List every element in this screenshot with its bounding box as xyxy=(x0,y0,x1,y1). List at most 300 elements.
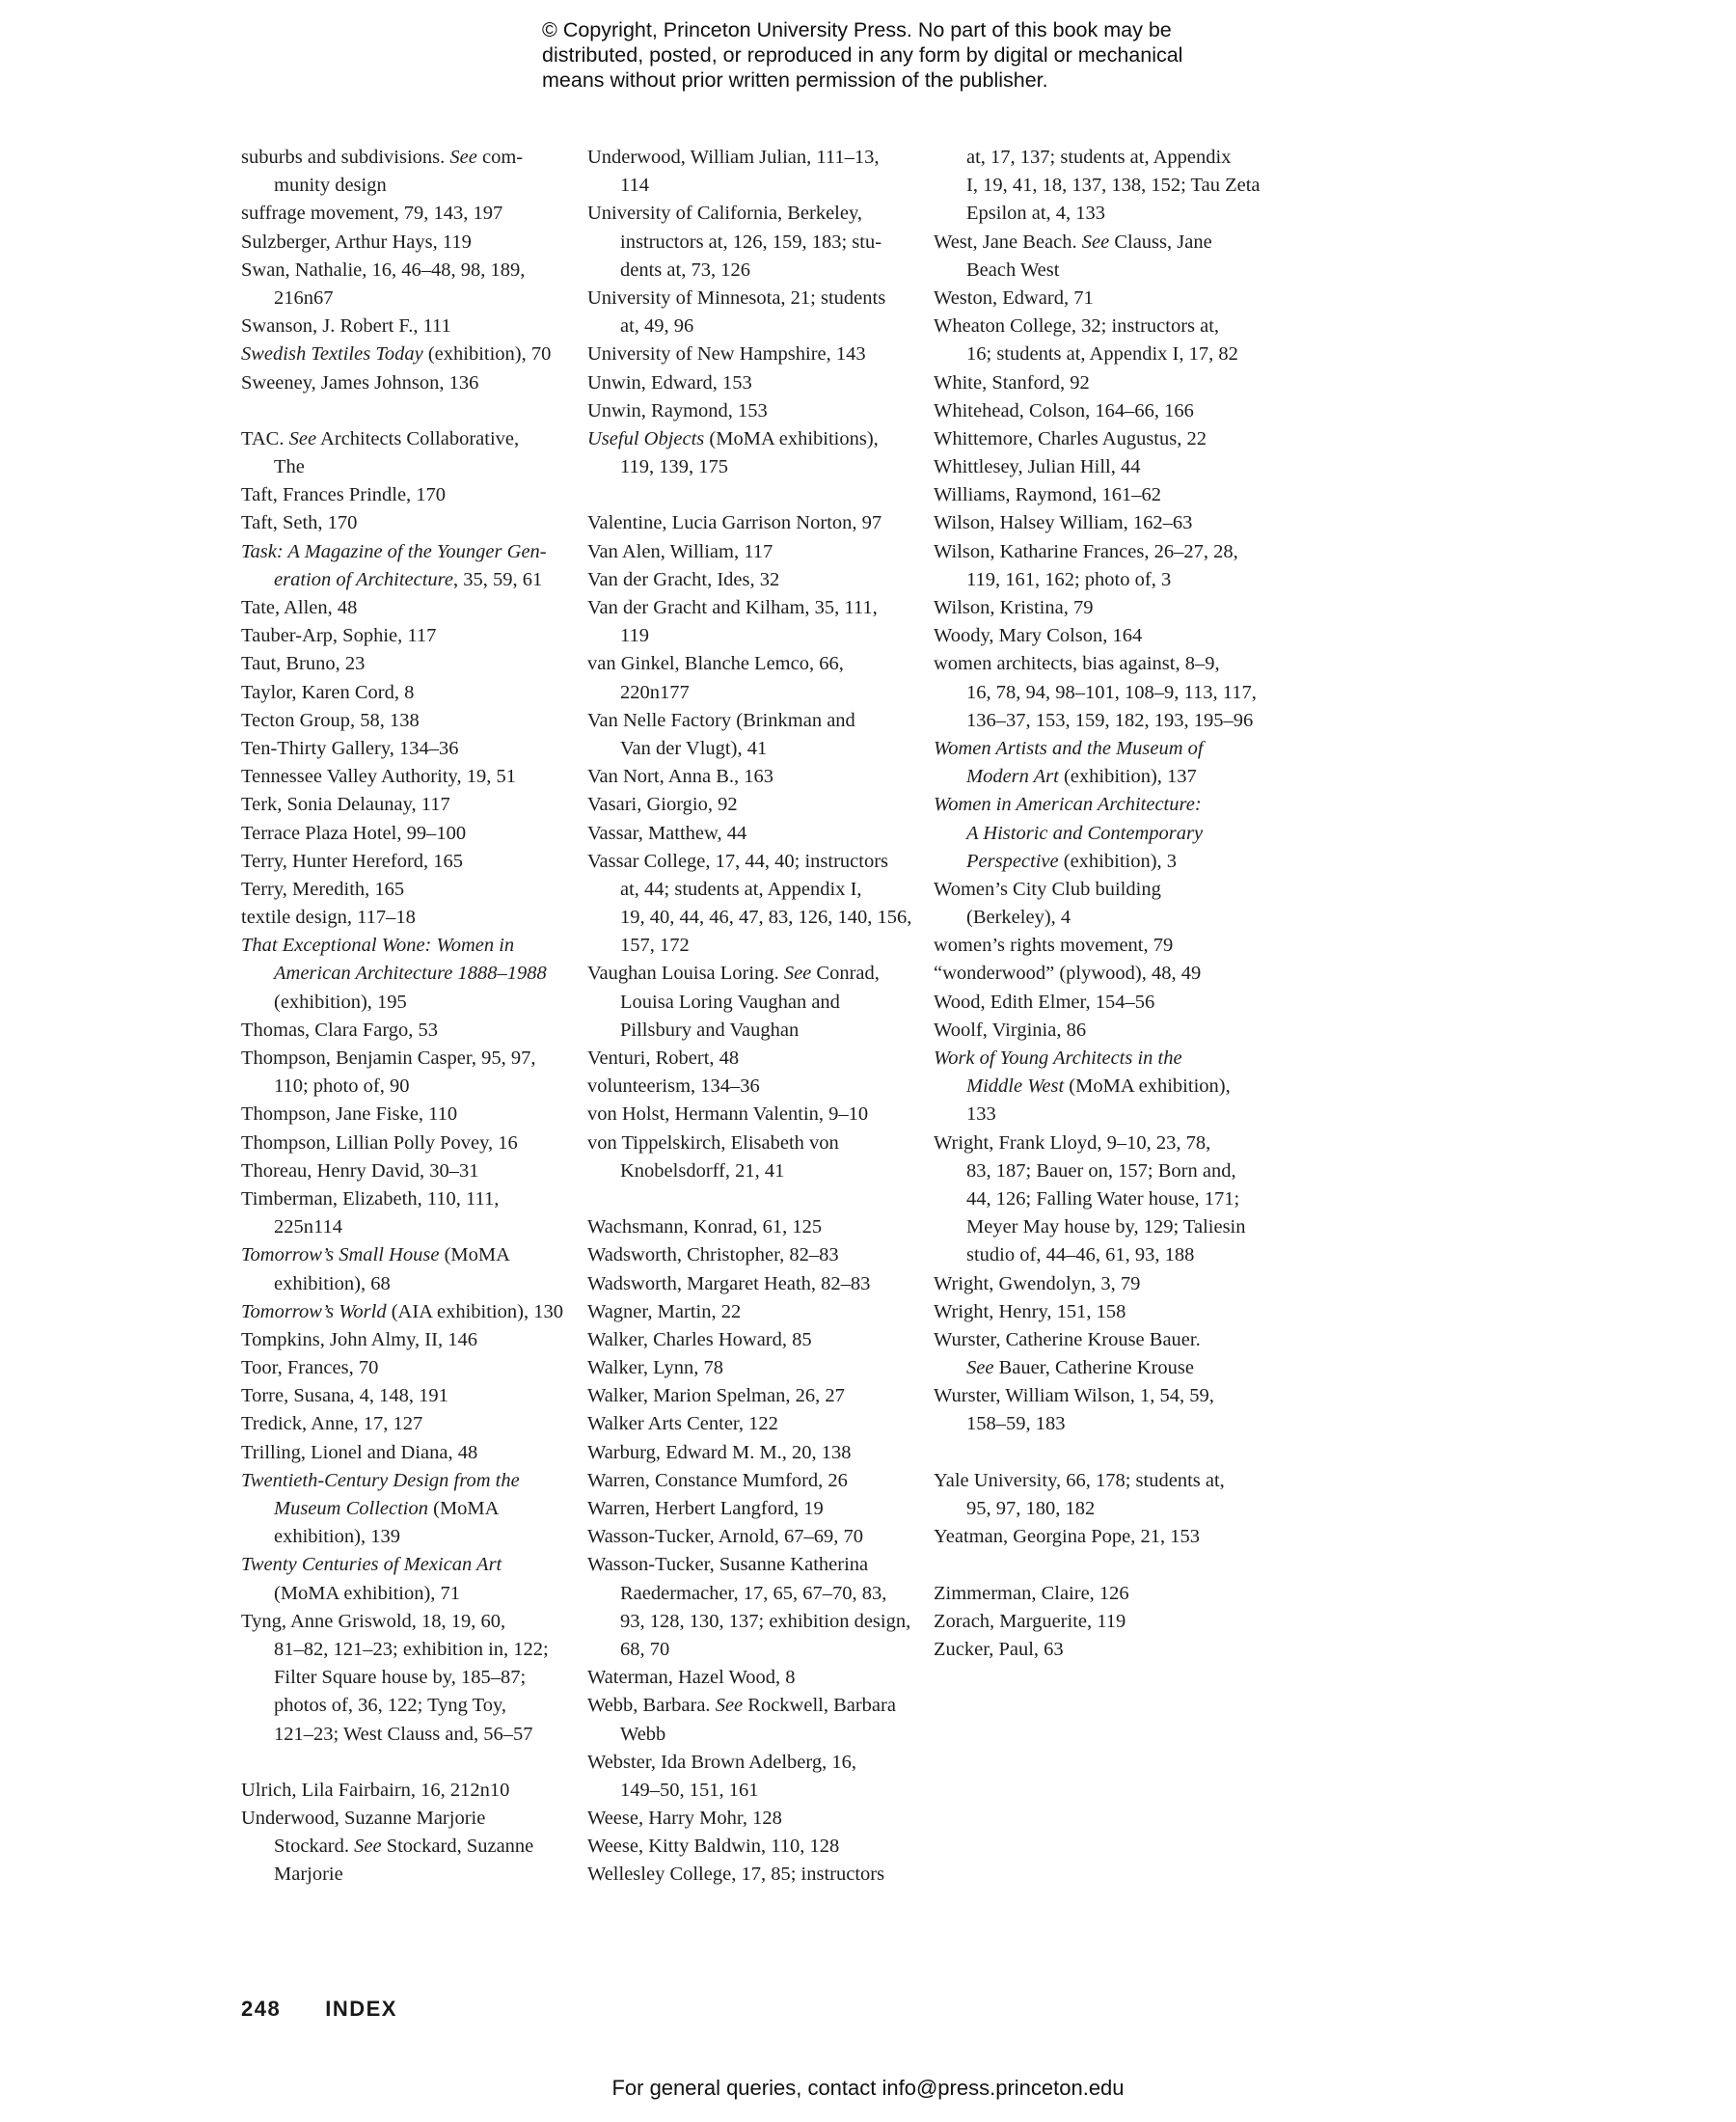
index-entry-continuation xyxy=(587,622,920,650)
index-column-1 xyxy=(241,144,574,1890)
index-text: (MoMA exhibitions), xyxy=(704,427,879,449)
index-text: Tompkins, John Almy, II, 146 xyxy=(241,1328,477,1350)
index-entry xyxy=(934,876,1266,904)
index-text: Vasari, Giorgio, 92 xyxy=(587,794,738,816)
index-entry xyxy=(934,1129,1266,1157)
index-text-italic: Work of Young Architects in the xyxy=(934,1047,1182,1069)
index-entry xyxy=(241,1045,574,1073)
index-text: Walker, Marion Spelman, 26, 27 xyxy=(587,1385,845,1407)
index-text: Wright, Gwendolyn, 3, 79 xyxy=(934,1272,1141,1294)
index-entry xyxy=(587,425,920,453)
index-text: 149–50, 151, 161 xyxy=(620,1779,759,1801)
index-entry xyxy=(241,707,574,735)
index-text-italic: See xyxy=(1081,231,1110,253)
index-entry-continuation xyxy=(241,1495,574,1523)
index-text: Wellesley College, 17, 85; instructors xyxy=(587,1864,885,1886)
index-entry xyxy=(241,1805,574,1833)
index-text: suffrage movement, 79, 143, 197 xyxy=(241,203,503,225)
index-text: West, Jane Beach. xyxy=(934,231,1082,253)
index-entry xyxy=(241,622,574,650)
index-entry xyxy=(934,960,1266,988)
index-entry xyxy=(934,1017,1266,1045)
index-entry xyxy=(241,679,574,707)
index-text-italic: That Exceptional Wone: Women in xyxy=(241,935,515,957)
index-entry xyxy=(587,960,920,988)
index-text: 16, 78, 94, 98–101, 108–9, 113, 117, xyxy=(966,681,1257,703)
index-text: Woody, Mary Colson, 164 xyxy=(934,625,1143,647)
index-text: Williams, Raymond, 161–62 xyxy=(934,484,1162,506)
index-entry-continuation xyxy=(587,735,920,763)
index-text: Vaughan Louisa Loring. xyxy=(587,963,784,985)
index-text: Wadsworth, Margaret Heath, 82–83 xyxy=(587,1272,871,1294)
index-entry-continuation xyxy=(587,1636,920,1664)
index-entry xyxy=(241,144,574,172)
index-entry xyxy=(241,820,574,848)
index-entry xyxy=(587,1101,920,1129)
index-entry xyxy=(241,1326,574,1354)
index-text: Rockwell, Barbara xyxy=(743,1695,896,1717)
index-entry-continuation xyxy=(241,1580,574,1608)
index-entry-continuation xyxy=(934,1157,1266,1185)
index-entry xyxy=(587,1326,920,1354)
index-text: Taft, Seth, 170 xyxy=(241,512,358,534)
index-entry-continuation xyxy=(934,1241,1266,1269)
index-entry xyxy=(934,1523,1266,1551)
index-entry xyxy=(934,285,1266,313)
index-entry-continuation xyxy=(241,566,574,594)
index-text: Thomas, Clara Fargo, 53 xyxy=(241,1019,439,1041)
index-text: Thompson, Benjamin Casper, 95, 97, xyxy=(241,1047,536,1069)
index-text: Vassar, Matthew, 44 xyxy=(587,822,747,844)
index-text: Wilson, Kristina, 79 xyxy=(934,597,1094,618)
index-entry xyxy=(934,650,1266,678)
index-entry-continuation xyxy=(587,904,920,932)
index-entry xyxy=(241,1157,574,1185)
index-text: 136–37, 153, 159, 182, 193, 195–96 xyxy=(966,709,1254,731)
index-entry xyxy=(587,1382,920,1410)
index-entry-continuation xyxy=(934,904,1266,932)
index-entry xyxy=(934,989,1266,1017)
index-entry xyxy=(934,1608,1266,1636)
index-text: , 35, 59, 61 xyxy=(452,568,543,590)
index-entry xyxy=(934,369,1266,397)
copyright-line: © Copyright, Princeton University Press. No part of this book may be xyxy=(542,18,1172,41)
index-entry-continuation xyxy=(934,1354,1266,1382)
contact-footer: For general queries, contact info@press.princeton.edu xyxy=(611,2076,1125,2100)
index-entry xyxy=(934,1045,1266,1073)
index-entry xyxy=(241,481,574,509)
index-text: photos of, 36, 122; Tyng Toy, xyxy=(274,1695,507,1717)
section-title: INDEX xyxy=(325,1997,397,2021)
index-text: Taut, Bruno, 23 xyxy=(241,653,366,675)
index-entry xyxy=(241,904,574,932)
index-text: Stockard, Suzanne xyxy=(381,1836,534,1858)
index-text: 81–82, 121–23; exhibition in, 122; xyxy=(274,1638,549,1660)
index-text: Taft, Frances Prindle, 170 xyxy=(241,484,447,506)
index-text: Sweeney, James Johnson, 136 xyxy=(241,371,479,394)
index-entry xyxy=(587,144,920,172)
index-text: 16; students at, Appendix I, 17, 82 xyxy=(966,343,1238,366)
copyright-notice xyxy=(542,17,1275,93)
index-text: Ulrich, Lila Fairbairn, 16, 212n10 xyxy=(241,1779,510,1801)
index-entry xyxy=(934,1382,1266,1410)
index-text-italic: Tomorrow’s Small House xyxy=(241,1244,440,1266)
index-entry xyxy=(934,481,1266,509)
index-entry-continuation xyxy=(587,679,920,707)
index-entry-continuation xyxy=(934,1101,1266,1129)
index-entry xyxy=(241,1101,574,1129)
index-text: Van Nelle Factory (Brinkman and xyxy=(587,709,855,731)
index-text: Tennessee Valley Authority, 19, 51 xyxy=(241,766,516,788)
index-entry xyxy=(934,791,1266,819)
index-text: textile design, 117–18 xyxy=(241,907,416,929)
index-text-italic: Museum Collection xyxy=(274,1498,428,1519)
index-text: Swanson, J. Robert F., 111 xyxy=(241,315,451,338)
index-text-italic: See xyxy=(449,147,477,168)
index-entry xyxy=(934,453,1266,481)
index-entry-continuation xyxy=(587,453,920,481)
index-entry xyxy=(587,1298,920,1326)
index-text: 225n114 xyxy=(274,1216,342,1238)
index-text: Unwin, Raymond, 153 xyxy=(587,399,768,422)
index-entry xyxy=(241,1551,574,1579)
index-entry xyxy=(587,791,920,819)
running-footer xyxy=(241,1997,397,2022)
index-entry xyxy=(241,257,574,285)
index-text-italic: See xyxy=(288,427,317,449)
index-entry xyxy=(241,538,574,566)
index-entry xyxy=(587,1664,920,1692)
index-text: 93, 128, 130, 137; exhibition design, xyxy=(620,1610,911,1632)
index-text: Taylor, Karen Cord, 8 xyxy=(241,681,415,703)
index-text: 133 xyxy=(966,1103,996,1126)
index-entry xyxy=(587,340,920,368)
index-text: 19, 40, 44, 46, 47, 83, 126, 140, 156, xyxy=(620,907,912,929)
index-text: White, Stanford, 92 xyxy=(934,371,1090,394)
index-text: Terk, Sonia Delaunay, 117 xyxy=(241,794,450,816)
index-text: Tate, Allen, 48 xyxy=(241,597,358,618)
index-text: Raedermacher, 17, 65, 67–70, 83, xyxy=(620,1582,887,1604)
index-entry xyxy=(241,1129,574,1157)
index-entry xyxy=(587,848,920,876)
index-entry xyxy=(587,1523,920,1551)
index-text: (exhibition), 3 xyxy=(1058,850,1178,872)
index-text-italic: Middle West xyxy=(966,1075,1065,1098)
index-entry xyxy=(587,285,920,313)
index-entry-continuation xyxy=(934,707,1266,735)
index-text: Walker, Lynn, 78 xyxy=(587,1357,723,1379)
index-text: von Tippelskirch, Elisabeth von xyxy=(587,1131,839,1154)
index-entry xyxy=(934,538,1266,566)
index-text: at, 44; students at, Appendix I, xyxy=(620,878,862,900)
index-text: Swan, Nathalie, 16, 46–48, 98, 189, xyxy=(241,258,526,281)
index-text: women architects, bias against, 8–9, xyxy=(934,653,1220,675)
index-entry xyxy=(241,1410,574,1438)
index-entry xyxy=(587,594,920,622)
index-text: Wilson, Katharine Frances, 26–27, 28, xyxy=(934,540,1238,562)
index-entry xyxy=(587,1410,920,1438)
index-column-3 xyxy=(934,144,1266,1664)
index-entry xyxy=(587,1439,920,1467)
index-gap xyxy=(587,481,920,509)
index-text: Valentine, Lucia Garrison Norton, 97 xyxy=(587,512,882,534)
index-entry-continuation xyxy=(587,876,920,904)
index-entry xyxy=(241,369,574,397)
index-entry-continuation xyxy=(241,960,574,988)
index-text: Wurster, William Wilson, 1, 54, 59, xyxy=(934,1385,1214,1407)
index-text: 119, 161, 162; photo of, 3 xyxy=(966,568,1172,590)
index-text: Tyng, Anne Griswold, 18, 19, 60, xyxy=(241,1610,506,1632)
index-entry xyxy=(241,340,574,368)
index-text: Tecton Group, 58, 138 xyxy=(241,709,420,731)
index-entry-continuation xyxy=(587,1017,920,1045)
index-entry-continuation xyxy=(241,1664,574,1692)
index-gap xyxy=(934,1551,1266,1579)
copyright-line: means without prior written permission of the publisher. xyxy=(542,68,1048,92)
index-text: Weese, Kitty Baldwin, 110, 128 xyxy=(587,1836,840,1858)
index-text: (exhibition), 137 xyxy=(1058,766,1197,788)
index-entry xyxy=(587,1241,920,1269)
index-entry xyxy=(587,200,920,228)
page-number: 248 xyxy=(241,1997,282,2021)
index-text: Warren, Herbert Langford, 19 xyxy=(587,1498,824,1519)
index-text: Van der Vlugt), 41 xyxy=(620,737,768,759)
index-entry xyxy=(241,932,574,960)
index-text: 68, 70 xyxy=(620,1638,670,1660)
index-text: com- xyxy=(476,147,524,168)
index-entry-continuation xyxy=(934,1213,1266,1241)
index-text: (MoMA exhibition), xyxy=(1064,1075,1231,1098)
index-gap xyxy=(241,397,574,425)
index-column-2 xyxy=(587,144,920,1890)
index-entry-continuation xyxy=(587,1580,920,1608)
index-entry xyxy=(587,1270,920,1298)
index-text: 95, 97, 180, 182 xyxy=(966,1498,1096,1519)
index-text: (AIA exhibition), 130 xyxy=(386,1300,563,1322)
index-entry-continuation xyxy=(587,229,920,257)
index-entry-continuation xyxy=(241,1073,574,1101)
index-text: Underwood, Suzanne Marjorie xyxy=(241,1808,486,1830)
index-entry-continuation xyxy=(241,989,574,1017)
index-text: Architects Collaborative, xyxy=(316,427,520,449)
index-text: Sulzberger, Arthur Hays, 119 xyxy=(241,231,472,253)
index-text-italic: See xyxy=(354,1836,382,1858)
index-text: Walker Arts Center, 122 xyxy=(587,1413,778,1435)
index-text: Whittlesey, Julian Hill, 44 xyxy=(934,456,1141,478)
index-entry xyxy=(587,1045,920,1073)
index-entry xyxy=(587,1354,920,1382)
index-entry xyxy=(934,622,1266,650)
index-text: 157, 172 xyxy=(620,935,690,957)
index-text: Yeatman, Georgina Pope, 21, 153 xyxy=(934,1526,1200,1548)
index-text: studio of, 44–46, 61, 93, 188 xyxy=(966,1244,1195,1266)
index-text: 121–23; West Clauss and, 56–57 xyxy=(274,1723,533,1745)
index-entry-continuation xyxy=(241,1213,574,1241)
index-text: University of Minnesota, 21; students xyxy=(587,286,886,309)
index-text: (MoMA exhibition), 71 xyxy=(274,1582,461,1604)
index-text: 119 xyxy=(620,625,649,647)
index-entry xyxy=(241,1241,574,1269)
index-text: Toor, Frances, 70 xyxy=(241,1357,379,1379)
index-text-italic: American Architecture 1888–1988 xyxy=(274,963,547,985)
index-text: 44, 126; Falling Water house, 171; xyxy=(966,1187,1240,1210)
index-text-italic: See xyxy=(715,1695,744,1717)
index-text-italic: A Historic and Contemporary xyxy=(966,822,1204,844)
index-text-italic: Useful Objects xyxy=(587,427,705,449)
index-text-italic: See xyxy=(966,1357,994,1379)
index-entry xyxy=(934,1326,1266,1354)
index-entry-continuation xyxy=(934,1073,1266,1101)
index-text: Terry, Hunter Hereford, 165 xyxy=(241,850,464,872)
index-text: Wachsmann, Konrad, 61, 125 xyxy=(587,1216,823,1238)
index-entry-continuation xyxy=(934,144,1266,172)
index-entry xyxy=(587,1467,920,1495)
index-entry-continuation xyxy=(587,932,920,960)
index-entry xyxy=(934,425,1266,453)
index-text: Thompson, Jane Fiske, 110 xyxy=(241,1103,458,1126)
index-entry xyxy=(241,1467,574,1495)
index-text: Zorach, Marguerite, 119 xyxy=(934,1610,1126,1632)
index-text-italic: Twenty Centuries of Mexican Art xyxy=(241,1554,502,1576)
index-text: Pillsbury and Vaughan xyxy=(620,1019,800,1041)
index-text: Timberman, Elizabeth, 110, 111, xyxy=(241,1187,500,1210)
index-entry-continuation xyxy=(241,285,574,313)
index-entry xyxy=(587,1833,920,1861)
index-entry xyxy=(587,397,920,425)
index-entry xyxy=(934,594,1266,622)
index-entry-continuation xyxy=(934,257,1266,285)
index-entry xyxy=(587,1861,920,1889)
index-text: Wright, Frank Lloyd, 9–10, 23, 78, xyxy=(934,1131,1211,1154)
index-text: dents at, 73, 126 xyxy=(620,258,750,281)
index-entry xyxy=(587,369,920,397)
index-text: 216n67 xyxy=(274,286,334,309)
index-entry xyxy=(241,425,574,453)
index-text: Wasson-Tucker, Arnold, 67–69, 70 xyxy=(587,1526,864,1548)
index-text: exhibition), 139 xyxy=(274,1526,400,1548)
index-text: Warburg, Edward M. M., 20, 138 xyxy=(587,1441,852,1463)
index-text-italic: See xyxy=(783,963,812,985)
index-entry xyxy=(934,1270,1266,1298)
index-text: Webb, Barbara. xyxy=(587,1695,716,1717)
index-text-italic: Perspective xyxy=(966,850,1059,872)
index-entry xyxy=(587,1495,920,1523)
index-entry-continuation xyxy=(934,848,1266,876)
index-entry-continuation xyxy=(241,1636,574,1664)
index-entry-continuation xyxy=(241,1721,574,1749)
index-text: at, 17, 137; students at, Appendix xyxy=(966,147,1232,168)
index-entry-continuation xyxy=(934,1495,1266,1523)
index-text: Wadsworth, Christopher, 82–83 xyxy=(587,1244,839,1266)
index-text: Zimmerman, Claire, 126 xyxy=(934,1582,1129,1604)
index-text: (exhibition), 70 xyxy=(422,343,552,366)
index-entry xyxy=(587,820,920,848)
index-text: Torre, Susana, 4, 148, 191 xyxy=(241,1385,448,1407)
index-entry xyxy=(587,1692,920,1720)
index-entry xyxy=(241,1777,574,1805)
index-entry xyxy=(587,707,920,735)
index-entry xyxy=(934,1467,1266,1495)
index-text: Marjorie xyxy=(274,1864,343,1886)
index-entry xyxy=(241,313,574,340)
index-text: 220n177 xyxy=(620,681,690,703)
index-entry-continuation xyxy=(587,1777,920,1805)
index-text: Filter Square house by, 185–87; xyxy=(274,1667,527,1689)
index-text: Tredick, Anne, 17, 127 xyxy=(241,1413,423,1435)
index-text: (Berkeley), 4 xyxy=(966,907,1071,929)
index-entry xyxy=(934,509,1266,537)
index-text: van Ginkel, Blanche Lemco, 66, xyxy=(587,653,844,675)
index-text: Vassar College, 17, 44, 40; instructors xyxy=(587,850,889,872)
index-text: Louisa Loring Vaughan and xyxy=(620,991,840,1013)
index-entry xyxy=(934,932,1266,960)
index-text: Walker, Charles Howard, 85 xyxy=(587,1328,812,1350)
index-text: University of New Hampshire, 143 xyxy=(587,343,866,366)
index-text: Van der Gracht, Ides, 32 xyxy=(587,568,780,590)
index-entry xyxy=(241,594,574,622)
index-entry xyxy=(587,509,920,537)
index-entry xyxy=(587,763,920,791)
index-entry xyxy=(934,313,1266,340)
index-text: I, 19, 41, 18, 137, 138, 152; Tau Zeta xyxy=(966,175,1261,197)
index-text-italic: Twentieth-Century Design from the xyxy=(241,1469,520,1491)
index-entry-continuation xyxy=(241,1861,574,1889)
index-text: Whittemore, Charles Augustus, 22 xyxy=(934,427,1207,449)
index-entry xyxy=(934,229,1266,257)
index-text: 110; photo of, 90 xyxy=(274,1075,410,1098)
index-entry xyxy=(241,1439,574,1467)
index-text: Terrace Plaza Hotel, 99–100 xyxy=(241,822,467,844)
index-text-italic: Women Artists and the Museum of xyxy=(934,737,1204,759)
copyright-line: distributed, posted, or reproduced in any form by digital or mechanical xyxy=(542,43,1183,67)
index-text: Whitehead, Colson, 164–66, 166 xyxy=(934,399,1194,422)
index-entry-continuation xyxy=(934,679,1266,707)
index-text: Ten-Thirty Gallery, 134–36 xyxy=(241,737,459,759)
index-entry-continuation xyxy=(241,1270,574,1298)
index-text: The xyxy=(274,456,305,478)
index-text: Van Alen, William, 117 xyxy=(587,540,773,562)
index-text: Trilling, Lionel and Diana, 48 xyxy=(241,1441,478,1463)
index-entry-continuation xyxy=(587,313,920,340)
index-text-italic: Swedish Textiles Today xyxy=(241,343,423,366)
index-text: (exhibition), 195 xyxy=(274,991,407,1013)
index-entry-continuation xyxy=(241,1523,574,1551)
index-text: Woolf, Virginia, 86 xyxy=(934,1019,1087,1041)
index-text: 158–59, 183 xyxy=(966,1413,1066,1435)
index-entry xyxy=(587,1073,920,1101)
index-text: Weston, Edward, 71 xyxy=(934,286,1094,309)
index-text: (MoMA xyxy=(439,1244,510,1266)
index-text-italic: Tomorrow’s World xyxy=(241,1300,387,1322)
index-text: Clauss, Jane xyxy=(1109,231,1212,253)
index-entry xyxy=(587,566,920,594)
index-entry-continuation xyxy=(934,1185,1266,1213)
index-entry xyxy=(934,397,1266,425)
index-text: Beach West xyxy=(966,258,1060,281)
index-text: instructors at, 126, 159, 183; stu- xyxy=(620,231,882,253)
index-text-italic: Modern Art xyxy=(966,766,1059,788)
index-text: Women’s City Club building xyxy=(934,878,1161,900)
index-entry xyxy=(241,1017,574,1045)
index-entry xyxy=(241,1185,574,1213)
index-entry-continuation xyxy=(934,1410,1266,1438)
index-entry xyxy=(587,1129,920,1157)
index-text-italic: eration of Architecture xyxy=(274,568,453,590)
index-text: von Holst, Hermann Valentin, 9–10 xyxy=(587,1103,869,1126)
index-entry xyxy=(587,538,920,566)
index-entry xyxy=(241,1354,574,1382)
index-entry-continuation xyxy=(587,1608,920,1636)
